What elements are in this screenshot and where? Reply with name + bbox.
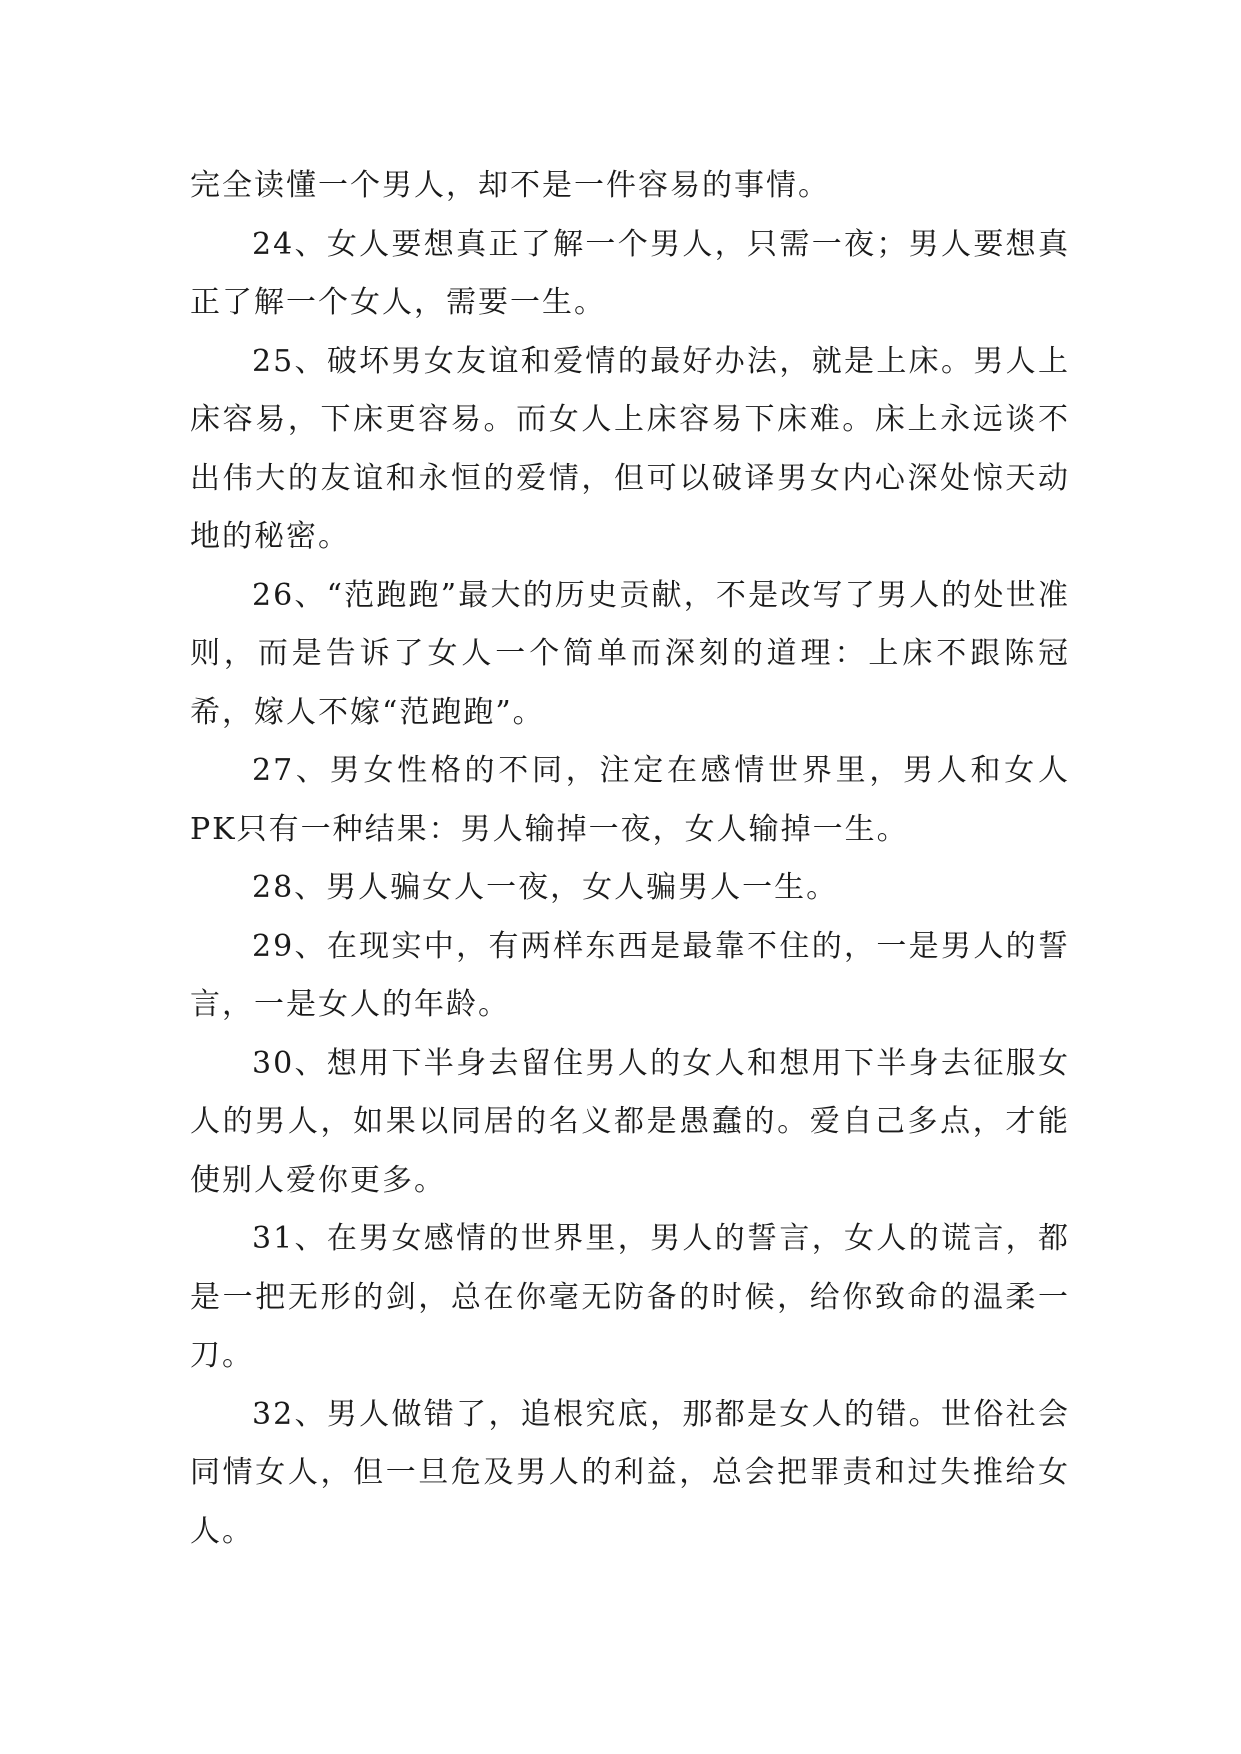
paragraph-item-24: 24、女人要想真正了解一个男人，只需一夜；男人要想真正了解一个女人，需要一生。 [190,226,1070,320]
paragraph-continuation: 完全读懂一个男人，却不是一件容易的事情。 [190,168,830,203]
paragraph-item-30: 30、想用下半身去留住男人的女人和想用下半身去征服女人的男人，如果以同居的名义都是愚蠢的。爱自己多点，才能使别人爱你更多。 [190,1045,1070,1198]
paragraph-item-27: 27、男女性格的不同，注定在感情世界里，男人和女人PK只有一种结果：男人输掉一夜，女人输掉一生。 [190,753,1070,847]
paragraph-item-31: 31、在男女感情的世界里，男人的誓言，女人的谎言，都是一把无形的剑，总在你毫无防备的时候，给你致命的温柔一刀。 [190,1221,1070,1373]
paragraph-item-29: 29、在现实中，有两样东西是最靠不住的，一是男人的誓言，一是女人的年龄。 [190,928,1070,1022]
paragraph-item-25: 25、破坏男女友谊和爱情的最好办法，就是上床。男人上床容易，下床更容易。而女人上床容易下床难。床上永远谈不出伟大的友谊和永恒的爱情，但可以破译男女内心深处惊天动地的秘密。 [190,343,1070,554]
paragraph-item-32: 32、男人做错了，追根究底，那都是女人的错。世俗社会同情女人，但一旦危及男人的利益，总会把罪责和过失推给女人。 [190,1396,1070,1549]
paragraph-item-26: 26、“范跑跑”最大的历史贡献，不是改写了男人的处世准则，而是告诉了女人一个简单而深刻的道理：上床不跟陈冠希，嫁人不嫁“范跑跑”。 [190,577,1070,730]
paragraph-item-28: 28、男人骗女人一夜，女人骗男人一生。 [252,870,839,905]
document-body [190,157,1070,1561]
